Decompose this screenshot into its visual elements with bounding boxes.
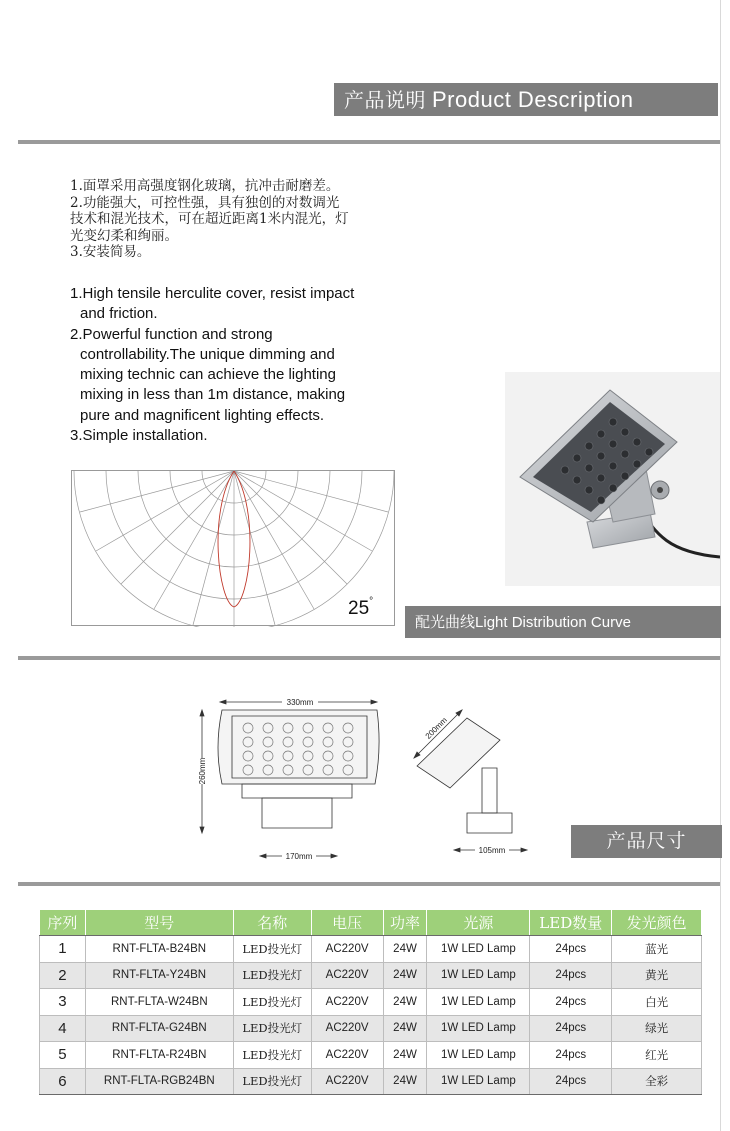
title-en: Product Description <box>432 87 634 112</box>
divider <box>18 140 720 144</box>
table-row <box>40 1068 702 1095</box>
table-cell: 24W <box>383 989 427 1016</box>
table-cell: AC220V <box>311 1042 383 1069</box>
table-row <box>40 989 702 1016</box>
table-cell: 24pcs <box>530 1068 612 1095</box>
table-row <box>40 962 702 989</box>
table-cell: 1W LED Lamp <box>427 936 530 963</box>
table-cell: LED投光灯 <box>233 962 311 989</box>
table-cell: 24pcs <box>530 1042 612 1069</box>
table-cell: 1W LED Lamp <box>427 1042 530 1069</box>
table-cell: AC220V <box>311 1068 383 1095</box>
title-cn: 产品说明 <box>344 88 426 112</box>
table-cell: 黄光 <box>612 962 702 989</box>
description-cn-line: 3.安装简易。 <box>70 244 151 260</box>
table-cell: 24pcs <box>530 989 612 1016</box>
table-cell: 24W <box>383 936 427 963</box>
table-cell: LED投光灯 <box>233 1042 311 1069</box>
table-cell: AC220V <box>311 936 383 963</box>
dim-width: 330mm <box>286 698 314 707</box>
table-cell: 2 <box>40 962 86 989</box>
description-cn-line: 光变幻柔和绚丽。 <box>70 227 178 244</box>
table-cell: 24pcs <box>530 1015 612 1042</box>
light-curve-label-en: Light Distribution Curve <box>475 614 631 631</box>
divider <box>18 656 720 660</box>
table-cell: 1 <box>40 936 86 963</box>
spec-table <box>39 909 702 1095</box>
table-cell: 蓝光 <box>612 936 702 963</box>
description-en-line: and friction. <box>80 305 158 323</box>
table-cell: 24W <box>383 1015 427 1042</box>
description-cn-line: 技术和混光技术，可在超近距离1米内混光，灯 <box>70 211 349 227</box>
dim-side-base: 105mm <box>478 846 506 855</box>
table-cell: AC220V <box>311 989 383 1016</box>
description-en-line: controllability.The unique dimming and <box>80 345 335 363</box>
col-header: 型号 <box>85 910 233 936</box>
table-cell: 白光 <box>612 989 702 1016</box>
col-header: 名称 <box>233 910 311 936</box>
divider <box>18 882 720 886</box>
table-cell: 6 <box>40 1068 86 1095</box>
description-cn <box>70 178 450 261</box>
section-title-product-description <box>334 83 718 116</box>
table-row <box>40 936 702 963</box>
product-photo <box>505 372 720 586</box>
dim-side-depth: 200mm <box>423 715 449 741</box>
light-curve-label <box>405 606 721 638</box>
table-cell: 全彩 <box>612 1068 702 1095</box>
dim-height: 260mm <box>198 757 207 785</box>
dim-base: 170mm <box>285 852 313 861</box>
table-cell: LED投光灯 <box>233 1068 311 1095</box>
light-curve-label-cn: 配光曲线 <box>415 613 476 631</box>
table-cell: 1W LED Lamp <box>427 962 530 989</box>
col-header: LED数量 <box>530 910 612 936</box>
table-cell: AC220V <box>311 1015 383 1042</box>
table-cell: 24W <box>383 962 427 989</box>
table-cell: 1W LED Lamp <box>427 989 530 1016</box>
spec-table-header <box>40 910 702 936</box>
col-header: 功率 <box>383 910 427 936</box>
beam-angle: 25° <box>348 596 374 619</box>
col-header: 序列 <box>40 910 86 936</box>
col-header: 电压 <box>311 910 383 936</box>
description-en-line: 2.Powerful function and strong <box>70 325 273 343</box>
table-row <box>40 1015 702 1042</box>
table-cell: 绿光 <box>612 1015 702 1042</box>
right-edge-line <box>720 0 721 1131</box>
table-cell: LED投光灯 <box>233 936 311 963</box>
description-en-line: mixing technic can achieve the lighting <box>80 366 336 384</box>
table-cell: 红光 <box>612 1042 702 1069</box>
dimensions-label: 产品尺寸 <box>571 825 722 858</box>
table-cell: 24pcs <box>530 962 612 989</box>
table-cell: RNT-FLTA-RGB24BN <box>85 1068 233 1095</box>
light-distribution-curve <box>71 470 395 626</box>
table-cell: 24W <box>383 1068 427 1095</box>
table-cell: 1W LED Lamp <box>427 1068 530 1095</box>
description-en-line: 1.High tensile herculite cover, resist impact <box>70 285 355 302</box>
table-cell: RNT-FLTA-W24BN <box>85 989 233 1016</box>
table-cell: LED投光灯 <box>233 989 311 1016</box>
description-en-line: mixing in less than 1m distance, making <box>80 386 346 404</box>
table-row <box>40 1042 702 1069</box>
description-cn-line: 2.功能强大，可控性强，具有独创的对数调光 <box>70 194 340 211</box>
table-cell: 24pcs <box>530 936 612 963</box>
description-en <box>70 284 440 446</box>
table-cell: 5 <box>40 1042 86 1069</box>
col-header: 光源 <box>427 910 530 936</box>
description-en-line: pure and magnificent lighting effects. <box>80 406 325 424</box>
dimension-drawing <box>192 688 542 863</box>
table-cell: 4 <box>40 1015 86 1042</box>
table-cell: 24W <box>383 1042 427 1069</box>
table-cell: 1W LED Lamp <box>427 1015 530 1042</box>
table-cell: LED投光灯 <box>233 1015 311 1042</box>
col-header: 发光颜色 <box>612 910 702 936</box>
table-cell: 3 <box>40 989 86 1016</box>
table-cell: AC220V <box>311 962 383 989</box>
table-cell: RNT-FLTA-Y24BN <box>85 962 233 989</box>
description-cn-line: 1.面罩采用高强度钢化玻璃，抗冲击耐磨差。 <box>70 178 340 194</box>
description-en-line: 3.Simple installation. <box>70 427 208 445</box>
table-cell: RNT-FLTA-R24BN <box>85 1042 233 1069</box>
table-cell: RNT-FLTA-B24BN <box>85 936 233 963</box>
table-cell: RNT-FLTA-G24BN <box>85 1015 233 1042</box>
